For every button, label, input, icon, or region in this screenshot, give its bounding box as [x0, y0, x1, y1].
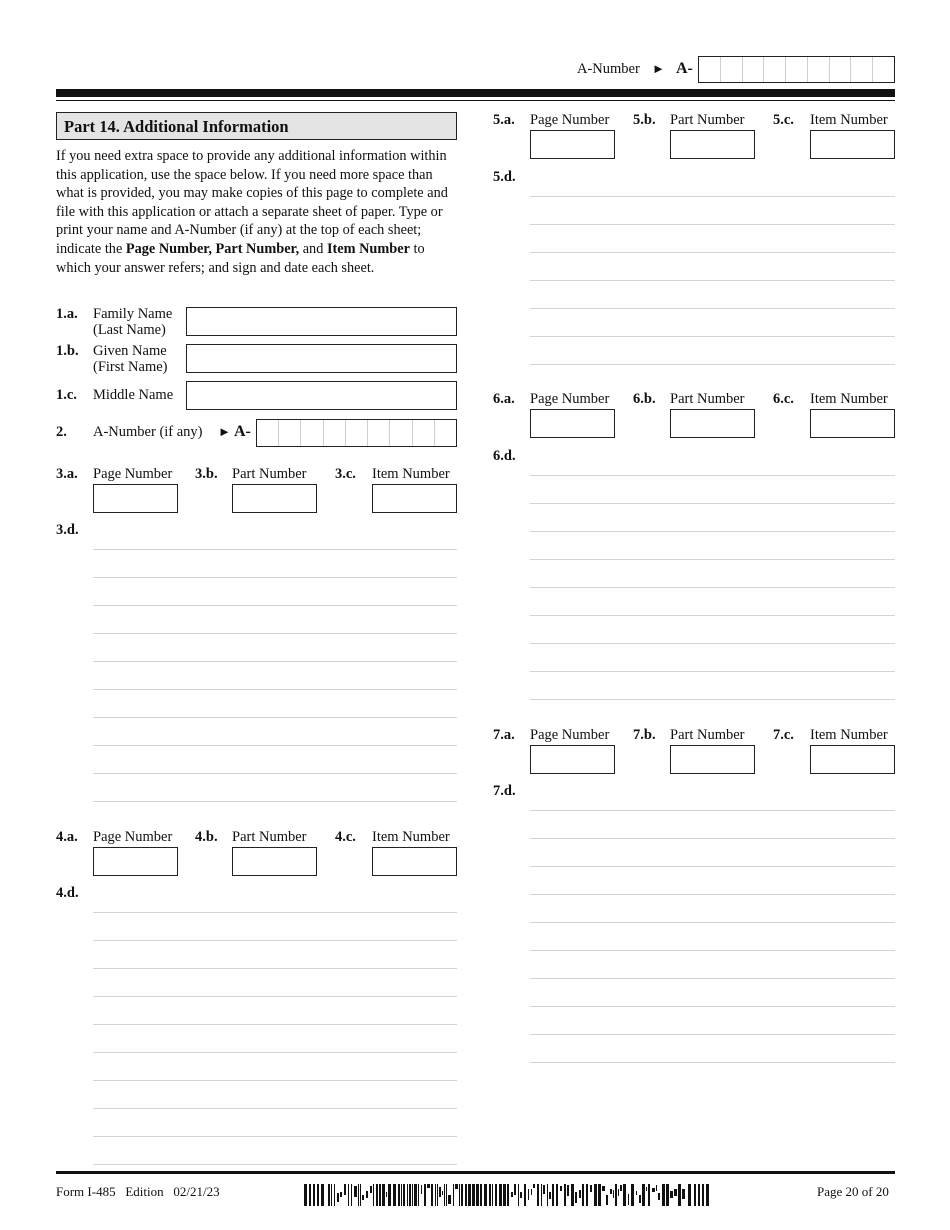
page-number-label: Page Number: [530, 391, 610, 407]
item-number-label: Item Number: [372, 829, 450, 845]
item-number-label: Item Number: [810, 112, 888, 128]
given-name-input[interactable]: [186, 344, 457, 373]
item-number-input[interactable]: [810, 130, 895, 159]
arrow-icon: ►: [218, 424, 231, 439]
part-number-input[interactable]: [670, 130, 755, 159]
part-number-input[interactable]: [232, 847, 317, 876]
page-number-input[interactable]: [530, 745, 615, 774]
footer-rule: [56, 1171, 895, 1174]
item-5a-number: 5.a.: [493, 112, 515, 128]
item-4b-number: 4.b.: [195, 829, 218, 845]
a-number-prefix: A-: [234, 423, 251, 440]
family-name-input[interactable]: [186, 307, 457, 336]
item-5c-number: 5.c.: [773, 112, 794, 128]
additional-info-text-area-3d[interactable]: [93, 522, 457, 802]
item-7b-number: 7.b.: [633, 727, 656, 743]
page-number-label: Page Number: [93, 466, 173, 482]
additional-info-text-area-7d[interactable]: [530, 783, 895, 1063]
header-thick-rule: [56, 89, 895, 97]
page-number-label: Page Number: [530, 727, 610, 743]
edition-date: 02/21/23: [173, 1184, 220, 1199]
item-number-label: Item Number: [810, 727, 888, 743]
middle-name-label: Middle Name: [93, 387, 174, 403]
item-number-label: Item Number: [810, 391, 888, 407]
part-number-label: Part Number: [232, 829, 307, 845]
item-number-label: Item Number: [372, 466, 450, 482]
page-number-input[interactable]: [530, 130, 615, 159]
item-7a-number: 7.a.: [493, 727, 515, 743]
page-number-input[interactable]: [530, 409, 615, 438]
item-7d-number: 7.d.: [493, 783, 516, 799]
item-1a-number: 1.a.: [56, 306, 78, 322]
part-title: Part 14. Additional Information: [64, 117, 289, 136]
item-4d-number: 4.d.: [56, 885, 79, 901]
item-3c-number: 3.c.: [335, 466, 356, 482]
page-number-label: Page Number: [93, 829, 173, 845]
item-number-input[interactable]: [810, 745, 895, 774]
edition-label: Edition: [125, 1184, 164, 1199]
part-number-label: Part Number: [670, 112, 745, 128]
footer-form-info: [56, 1184, 220, 1200]
middle-name-input[interactable]: [186, 381, 457, 410]
part-heading-box: [56, 112, 457, 140]
part-number-input[interactable]: [670, 409, 755, 438]
page-number-input[interactable]: [93, 847, 178, 876]
form-id: Form I-485: [56, 1184, 116, 1199]
a-number-if-any-label: A-Number (if any): [93, 424, 203, 440]
header-a-number-input[interactable]: [698, 56, 895, 83]
a-number-label: A-Number: [577, 61, 640, 77]
page-number-input[interactable]: [93, 484, 178, 513]
part-number-label: Part Number: [670, 727, 745, 743]
item-5d-number: 5.d.: [493, 169, 516, 185]
item-number-input[interactable]: [372, 847, 457, 876]
a-number-prefix: A-: [676, 60, 693, 77]
item-1c-number: 1.c.: [56, 387, 77, 403]
item-7c-number: 7.c.: [773, 727, 794, 743]
page-number-label: Page Number: [530, 112, 610, 128]
arrow-icon: ►: [652, 61, 665, 76]
part-number-label: Part Number: [232, 466, 307, 482]
item-6d-number: 6.d.: [493, 448, 516, 464]
item-4a-number: 4.a.: [56, 829, 78, 845]
part-number-input[interactable]: [670, 745, 755, 774]
part-number-input[interactable]: [232, 484, 317, 513]
barcode-image: [304, 1184, 714, 1208]
item-4c-number: 4.c.: [335, 829, 356, 845]
intro-text: If you need extra space to provide any additional information within this application, use the space below. If you need more space than what is provided, you may make copies of this page to complete and file with this application or attach a separate sheet of paper. Type or print your name and A-Number (if any) at the top of each sheet; indicate the Page Number, Part Number, and Item Number to which your answer refers; and sign and date each sheet.: [56, 148, 448, 276]
additional-info-text-area-4d[interactable]: [93, 885, 457, 1165]
part-number-label: Part Number: [670, 391, 745, 407]
additional-info-text-area-6d[interactable]: [530, 448, 895, 700]
given-name-sublabel: (First Name): [93, 359, 168, 375]
item-6b-number: 6.b.: [633, 391, 656, 407]
family-name-label: Family Name: [93, 306, 173, 322]
a-number-input[interactable]: [256, 419, 457, 447]
given-name-label: Given Name: [93, 343, 167, 359]
page-indicator: Page 20 of 20: [817, 1184, 889, 1199]
item-number-input[interactable]: [810, 409, 895, 438]
header-thin-rule: [56, 100, 895, 101]
item-3a-number: 3.a.: [56, 466, 78, 482]
item-6c-number: 6.c.: [773, 391, 794, 407]
item-number-input[interactable]: [372, 484, 457, 513]
additional-info-text-area-5d[interactable]: [530, 169, 895, 365]
item-6a-number: 6.a.: [493, 391, 515, 407]
item-3b-number: 3.b.: [195, 466, 218, 482]
family-name-sublabel: (Last Name): [93, 322, 166, 338]
item-3d-number: 3.d.: [56, 522, 79, 538]
item-1b-number: 1.b.: [56, 343, 79, 359]
item-5b-number: 5.b.: [633, 112, 656, 128]
item-2-number: 2.: [56, 424, 67, 440]
